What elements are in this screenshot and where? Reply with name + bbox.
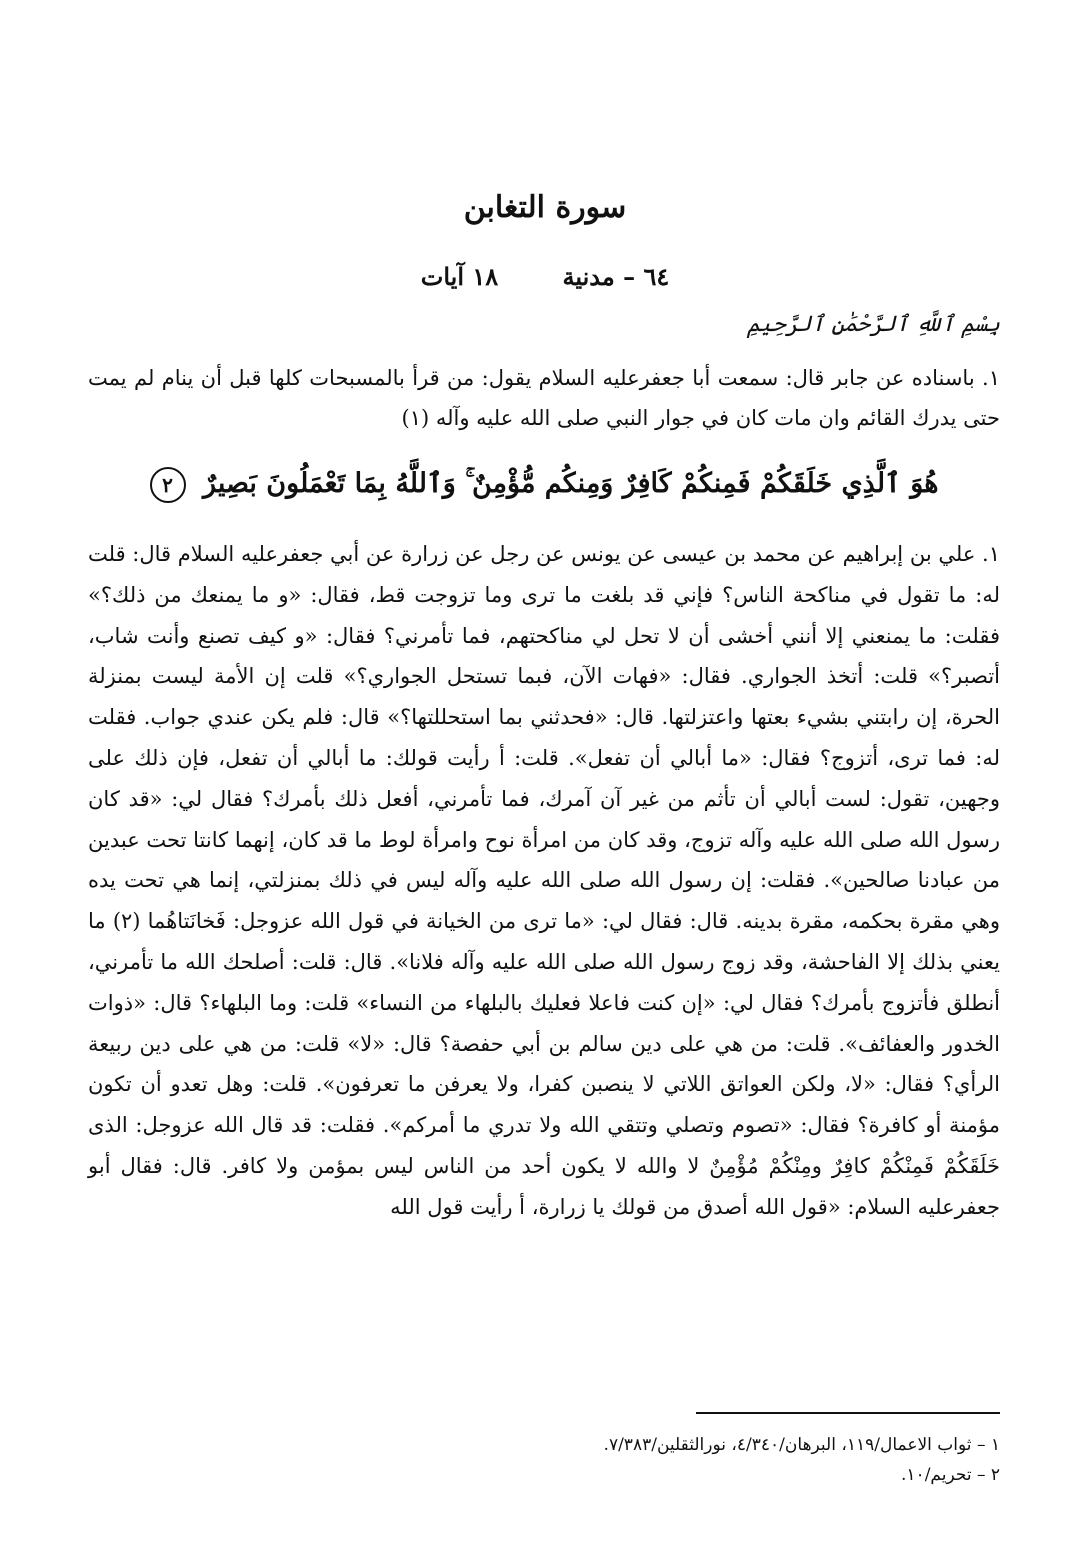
basmala: بِسْمِ ٱللَّهِ ٱلرَّحْمَٰنِ ٱلرَّحِيمِ [746,312,1000,337]
paragraph-1: ١. باسناده عن جابر قال: سمعت أبا جعفرعليه السلام يقول: من قرأ بالمسبحات كلها قبل أن ينام لم يمت حتى يدرك القائم وان مات كان في جوار النبي صلى الله عليه وآله (١) [88,366,1000,430]
verse-text: هُوَ ٱلَّذِي خَلَقَكُمْ فَمِنكُمْ كَافِرٌ وَمِنكُم مُّؤْمِنٌ ۚ وَٱللَّهُ بِمَا تَعْمَلُونَ بَصِيرٌ [202,468,939,499]
footnote-divider [696,1412,1000,1414]
footnote-1: ١ – ثواب الاعمال/١١٩، البرهان/٤/٣٤٠، نورالثقلين/٧/٣٨٣. [603,1435,1000,1455]
verse-number-marker: ٢ [150,467,186,503]
surah-number-place: ٦٤ – مدنية [562,262,670,291]
surah-verses-count: ١٨ آيات [420,262,499,291]
surah-title: سورة التغابن [463,190,627,225]
surah-subtitle [0,262,1090,291]
quran-verse [88,462,1000,506]
paragraph-2: ١. علي بن إبراهيم عن محمد بن عيسى عن يونس عن رجل عن زرارة عن أبي جعفرعليه السلام قال: قلت له: ما تقول في مناكحة الناس؟ فإني قد بلغت ما ترى وما تزوجت قط، فقال: «و ما يمنعك من ذلك؟» فقلت: ما يمنعني إلا أنني أخشى أن لا تحل لي مناكحتهم، فما تأمرني؟ فقال: «و كيف تصنع وأنت شاب، أتصبر؟» قلت: أتخذ الجواري. فقال: «فهات الآن، فبما تستحل الجواري؟» قلت إن الأمة ليست بمنزلة الحرة، إن رابتني بشيء بعتها واعتزلتها. قال: «فحدثني بما استحللتها؟» قال: فلم يكن عندي جواب. فقلت له: فما ترى، أتزوج؟ فقال: «ما أبالي أن تفعل». قلت: أ رأيت قولك: ما أبالي أن تفعل، فإن ذلك على وجهين، تقول: لست أبالي أن تأثم من غير آن آمرك، فما تأمرني، أفعل ذلك بأمرك؟ فقال لي: «قد كان رسول الله صلى الله عليه وآله تزوج، وقد كان من امرأة نوح وامرأة لوط ما قد كان، إنهما كانتا تحت عبدين من عبادنا صالحين». فقلت: إن رسول الله صلى الله عليه وآله ليس في ذلك بمنزلتي، إنما هي تحت يده وهي مقرة بحكمه، مقرة بدينه. قال: فقال لي: «ما ترى من الخيانة في قول الله عزوجل: فَخانَتاهُما (٢) ما يعني بذلك إلا الفاحشة، وقد زوج رسول الله صلى الله عليه وآله فلانا». قال: قلت: أصلحك الله ما تأمرني، أنطلق فأتزوج بأمرك؟ فقال لي: «إن كنت فاعلا فعليك بالبلهاء من النساء» قلت: وما البلهاء؟ قال: «ذوات الخدور والعفائف». قلت: من هي على دين سالم بن أبي حفصة؟ قال: «لا» قلت: من هي على دين ربيعة الرأي؟ فقال: «لا، ولكن العواتق اللاتي لا ينصبن كفرا، ولا يعرفن ما تعرفون». قلت: وهل تعدو أن تكون مؤمنة أو كافرة؟ فقال: «تصوم وتصلي وتتقي الله ولا تدري ما أمركم». فقلت: قد قال الله عزوجل: الذى خَلَقَكُمْ فَمِنْكُمْ كافِرٌ ومِنْكُمْ مُؤْمِنٌ لا والله لا يكون أحد من الناس ليس بمؤمن ولا كافر. قال: فقال أبو جعفرعليه السلام: «قول الله أصدق من قولك يا زرارة، أ رأيت قول الله [88,542,1000,1219]
footnote-2: ٢ – تحريم/١٠. [901,1465,1000,1485]
